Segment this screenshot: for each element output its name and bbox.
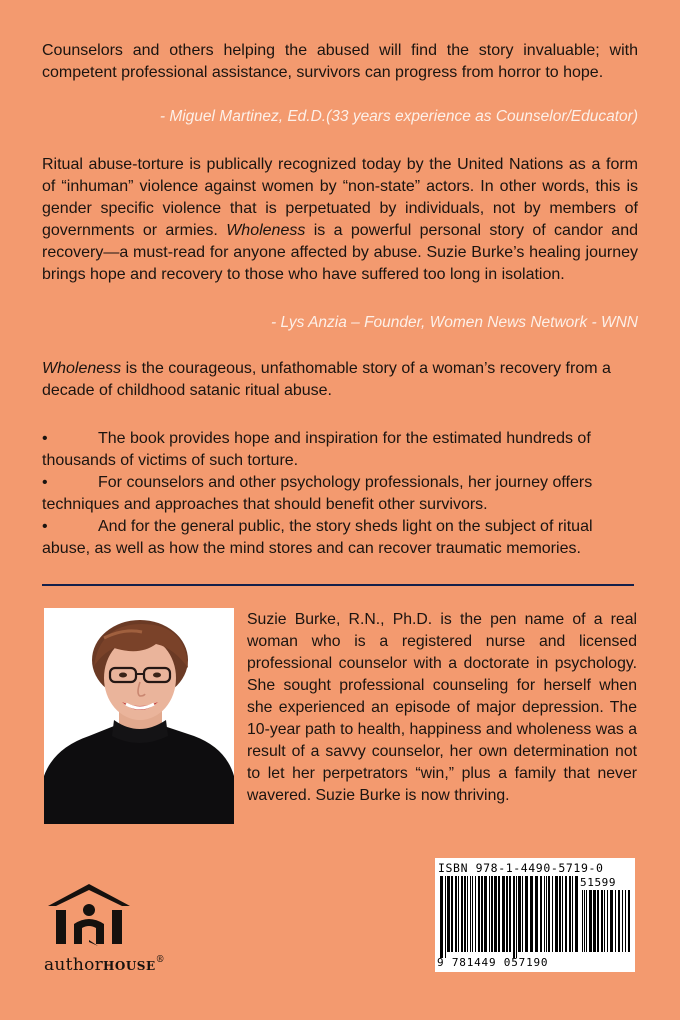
- barcode-bar: [625, 890, 626, 952]
- barcode-bar: [618, 890, 620, 952]
- barcode-bar: [601, 890, 603, 952]
- barcode-bar: [548, 876, 550, 952]
- barcode-bar: [565, 876, 567, 952]
- barcode-bar: [559, 876, 561, 952]
- barcode-bar: [518, 876, 521, 952]
- quote-martinez-text: Counselors and others helping the abused will find the story invaluable; with competent professional assistance, survivors can progress from horror to hope.: [42, 42, 638, 81]
- bullet-text: The book provides hope and inspiration for the estimated hundreds of thousands of victims of such torture.: [42, 430, 591, 469]
- price-code: 51599: [580, 876, 617, 889]
- barcode-bars-main: [439, 876, 579, 958]
- barcode-bar: [589, 890, 592, 952]
- barcode-bar: [491, 876, 493, 952]
- barcode-bar: [467, 876, 468, 952]
- bullet-text: And for the general public, the story sheds light on the subject of ritual abuse, as well as how the mind stores and can recover traumatic memories.: [42, 518, 593, 557]
- barcode-bar: [597, 890, 599, 952]
- book-summary-text: is the courageous, unfathomable story of a woman’s recovery from a decade of childhood satanic ritual abuse.: [42, 360, 611, 399]
- section-divider: [42, 584, 634, 586]
- registered-mark: ®: [155, 955, 165, 965]
- barcode-bar: [610, 890, 613, 952]
- barcode-bar: [516, 876, 517, 958]
- barcode-bar: [584, 890, 585, 952]
- quote-martinez-attribution: - Miguel Martinez, Ed.D.(33 years experience as Counselor/Educator): [159, 108, 638, 125]
- barcode-bar: [509, 876, 511, 952]
- barcode-bar: [464, 876, 466, 952]
- barcode-bar: [478, 876, 480, 952]
- barcode-bar: [513, 876, 515, 958]
- bullet-marker: •: [42, 518, 48, 535]
- barcode-bars-addon: [581, 890, 631, 958]
- barcode-bar: [451, 876, 453, 952]
- barcode-bar: [470, 876, 471, 952]
- barcode-bar: [586, 890, 587, 952]
- bullet-marker: •: [42, 474, 48, 491]
- isbn-label: ISBN 978-1-4490-5719-0: [438, 861, 604, 875]
- isbn-barcode: [435, 858, 635, 972]
- book-title-italic: Wholeness: [226, 222, 306, 239]
- barcode-bar: [461, 876, 463, 952]
- barcode-bar: [582, 890, 583, 952]
- barcode-bar: [440, 876, 443, 958]
- barcode-bar: [484, 876, 487, 952]
- barcode-bar: [593, 890, 596, 952]
- bullet-text: For counselors and other psychology professionals, her journey offers techniques and approaches that should benefit other survivors.: [42, 474, 593, 513]
- quote-anzia-text-a: Ritual abuse-torture is publically recognized today by the United Nations as a form of “inhuman” violence against women by “non-state” actors. In other words, this is gender specific violence that is perpetuated by individuals, not by members of governments or armies.: [42, 156, 638, 239]
- quote-anzia: [42, 154, 638, 286]
- barcode-bar: [628, 890, 630, 952]
- bullet-marker: •: [42, 430, 48, 447]
- publisher-name-prefix: author: [44, 955, 104, 975]
- quote-anzia-text-b: is a powerful personal story of candor and recovery—a must-read for anyone affected by abuse. Suzie Burke’s healing journey brings hope and recovery to those who have suffered too long in isolation.: [42, 222, 639, 283]
- barcode-bar: [455, 876, 457, 952]
- authorhouse-logo-icon: [44, 880, 134, 950]
- barcode-bar: [552, 876, 553, 952]
- author-photo: [44, 608, 234, 824]
- barcode-bar: [569, 876, 571, 952]
- barcode-bar: [458, 876, 459, 952]
- bullet-item: [42, 516, 638, 560]
- barcode-bar: [555, 876, 558, 952]
- barcode-bar: [489, 876, 490, 952]
- barcode-bar: [481, 876, 483, 952]
- bullet-item: [42, 472, 638, 516]
- bullet-item: [42, 428, 638, 472]
- barcode-bar: [575, 876, 578, 952]
- book-title-italic: Wholeness: [42, 360, 122, 377]
- barcode-bar: [472, 876, 473, 952]
- barcode-bar: [475, 876, 476, 952]
- barcode-bar: [546, 876, 547, 952]
- author-portrait-icon: [44, 608, 234, 824]
- author-bio: Suzie Burke, R.N., Ph.D. is the pen name of a real woman who is a registered nurse and licensed professional counselor with a doctorate in psychology. She sought professional counseling for herself when she experienced an episode of major depression. The 10-year path to health, happiness and wholeness was a result of a savvy counselor, her own determination not to let her perpetrators “win,” plus a family that never wavered. Suzie Burke is now thriving.: [247, 611, 637, 804]
- barcode-bar: [445, 876, 446, 958]
- barcode-bar: [540, 876, 542, 952]
- barcode-bar: [572, 876, 573, 952]
- barcode-bar: [530, 876, 533, 952]
- barcode-bar: [502, 876, 505, 952]
- barcode-bar: [525, 876, 528, 952]
- barcode-bar: [535, 876, 538, 952]
- book-summary: [42, 358, 638, 402]
- barcode-bar: [447, 876, 450, 952]
- feature-bullets: [42, 428, 638, 560]
- publisher-name: [44, 955, 214, 975]
- barcode-bar: [562, 876, 563, 952]
- barcode-bar: [522, 876, 523, 952]
- barcode-bar: [498, 876, 500, 952]
- quote-anzia-attribution: - Lys Anzia – Founder, Women News Network - WNN: [271, 314, 638, 331]
- barcode-bar: [604, 890, 605, 952]
- barcode-bar: [622, 890, 623, 952]
- isbn-digits: 9 781449 057190: [437, 956, 549, 969]
- barcode-bar: [494, 876, 497, 952]
- barcode-bar: [615, 890, 616, 952]
- quote-martinez: [42, 40, 638, 84]
- barcode-bar: [544, 876, 545, 952]
- publisher-name-suffix: HOUSE: [103, 959, 156, 973]
- barcode-bar: [506, 876, 508, 952]
- barcode-bar: [607, 890, 608, 952]
